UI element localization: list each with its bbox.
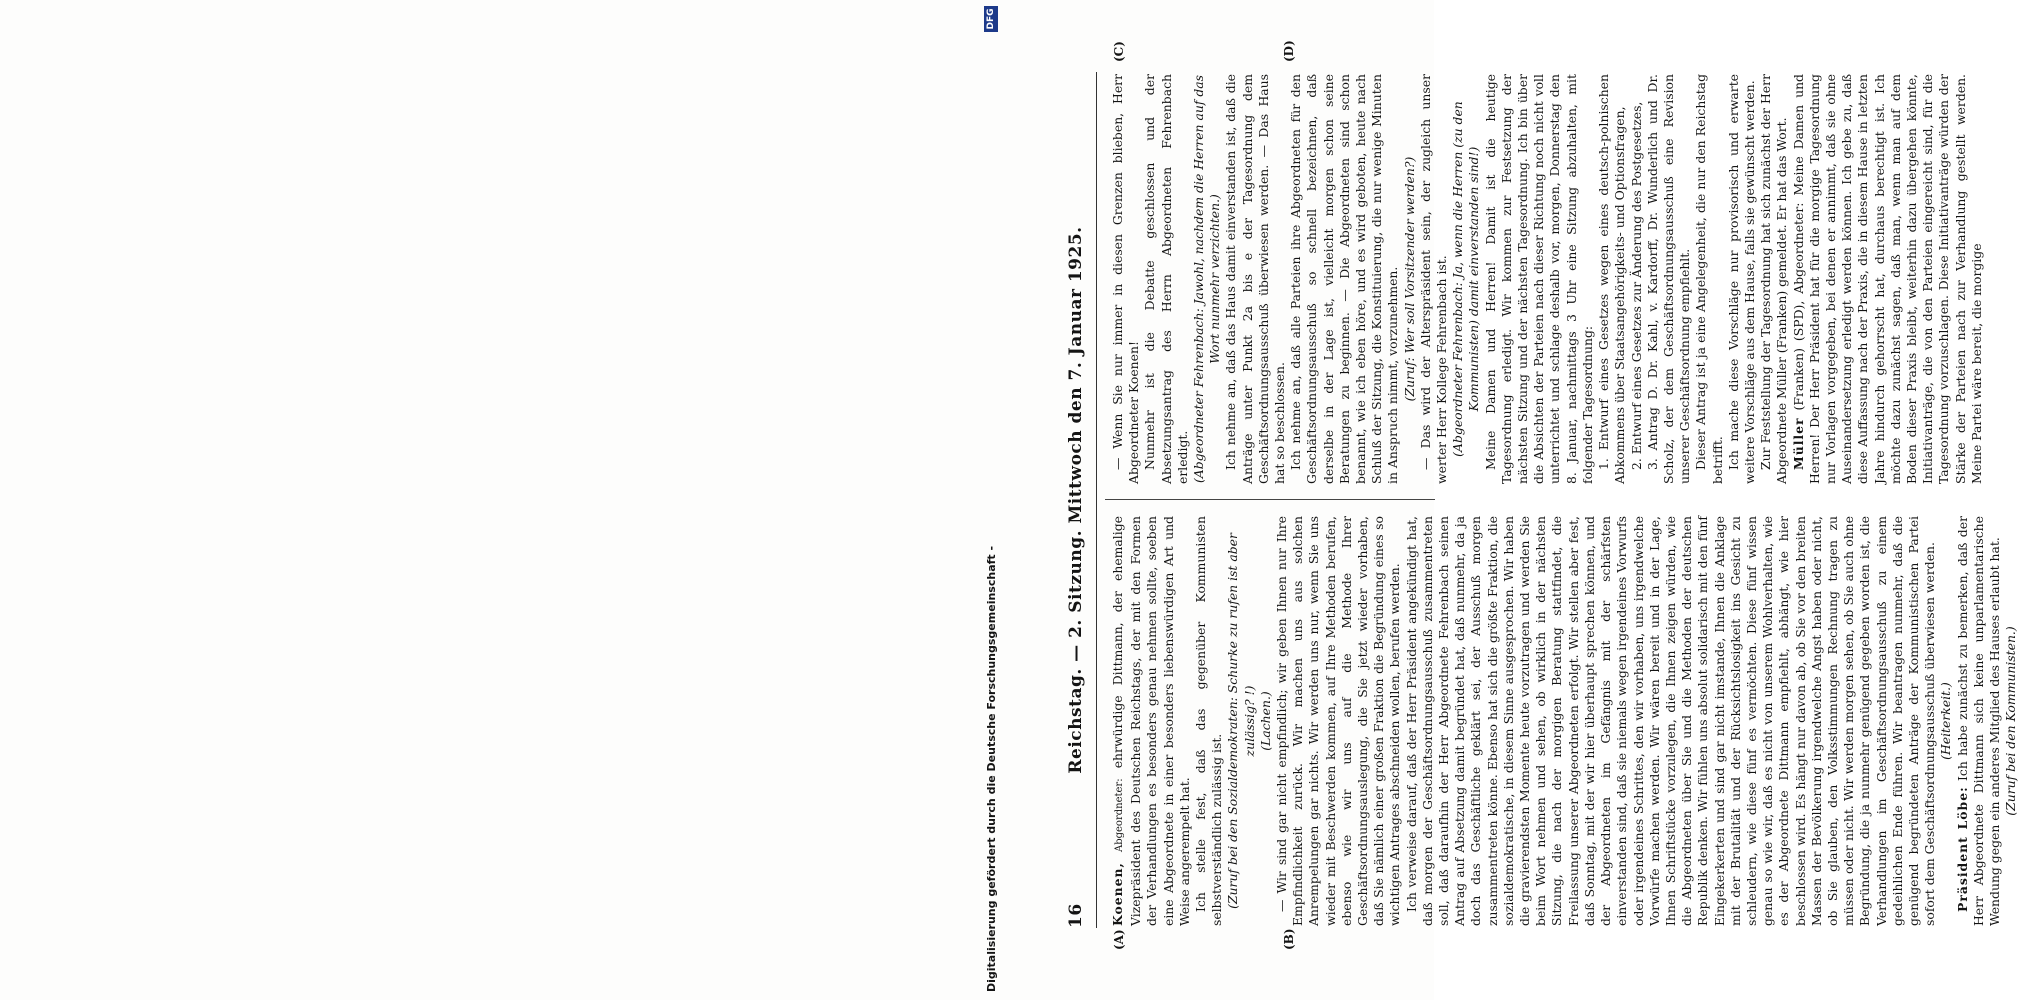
speaker-name: Müller xyxy=(1790,417,1806,470)
left-column xyxy=(1110,516,2019,926)
paragraph: Dieser Antrag ist ja eine Angelegenheit, die nur den Reichstag betrifft. xyxy=(1693,74,1725,484)
paragraph xyxy=(1955,516,2004,926)
paragraph: — Wenn Sie nur immer in diesen Grenzen blieben, Herr Abgeordneter Koenen! xyxy=(1110,74,1142,484)
paragraph: — Wir sind gar nicht empfindlich; wir geben Ihnen nur Ihre Empfindlichkeit zurück. Wir machen uns aus solchen Anrempelungen gar nichts. Wir werden uns nur, wenn Sie uns wieder mit Beschwerden kommen, auf Ihre Methoden berufen, ebenso wie wir uns auf die Methode Ihrer Geschäftsordnungsauslegung, die Sie jetzt wieder vorhaben, daß Sie nämlich einer großen Fraktion die Begründung eines so wichtigen Antrages abschneiden wollen, berufen werden. xyxy=(1274,516,1403,926)
paragraph: Ich nehme an, daß das Haus damit einverstanden ist, daß die Anträge unter Punkt 2a bis e der Tagesordnung dem Geschäftsordnungsausschuß überwiesen werden. — Das Haus hat so beschlossen. xyxy=(1223,74,1288,484)
paragraph: Meine Damen und Herren! Damit ist die heutige Tagesordnung erledigt. Wir kommen zur Festsetzung der nächsten Sitzung und der nächsten Tagesordnung. Ich bin über die Absichten der Parteien nach dieser Richtung noch nicht voll unterrichtet und schlage deshalb vor, morgen, Donnerstag den 8. Januar, nachmittags 3 Uhr eine Sitzung abzuhalten, mit folgender Tagesordnung: xyxy=(1482,74,1595,484)
paragraph-text: (Franken) (SPD), Abgeordneter: Meine Damen und Herren! Der Herr Präsident hat für die morgige Tagesordnung nur Vorlagen vorgegeben, bei denen er annimmt, daß sie ohne Auseinandersetzung erledigt werden können. Ich gebe zu, daß diese Auffassung nach der Praxis, die in diesem Hause in letzten Jahre hindurch gehorrscht hat, durchaus berechtigt ist. Ich möchte dazu zunächst sagen, daß man, wenn man auf dem Boden dieser Praxis bleibt, weiterhin dazu übergehen könnte, Initiativanträge, die von den Parteien eingereicht sind, für die Tagesordnung vorzuschlagen. Diese Initiativanträge würden der Stärke der Parteien nach zur Verhandlung gestellt werden. Meine Partei wäre bereit, die morgige xyxy=(1790,74,1984,484)
stage-direction: (Abgeordneter Fehrenbach: Jawohl, nachdem die Herren auf das Wort nunmehr verzichten.) xyxy=(1191,74,1223,484)
margin-mark-b: (B) xyxy=(1282,928,1296,950)
digitization-credit xyxy=(984,0,1000,1000)
agenda-item: 3. Antrag D. Dr. Kahl, v. Kardorff, Dr. Wunderlich und Dr. Scholz, der dem Geschäftsordnungsausschuß eine Revision unserer Geschäftsordnung empfiehlt. xyxy=(1644,74,1693,484)
paragraph xyxy=(1110,516,1193,926)
paragraph-text: ehrwürdige Dittmann, der ehemalige Vizepräsident des Deutschen Reichstags, der mit den Formen der Verhandlungen es besonders genau nehmen sollte, soeben eine Abgeordnete in einer besonders liebenswürdigen Art und Weise angerempelt hat. xyxy=(1110,516,1192,926)
page-number: 16 xyxy=(1066,903,1086,928)
paragraph: Ich nehme an, daß alle Parteien ihre Abgeordneten für den Geschäftsordnungsausschuß so schnell bezeichnen, daß derselbe in der Lage ist, vielleicht morgen schon seine Beratungen zu beginnen. — Die Abgeordneten sind schon benannt, wie ich eben höre, und es wird geboten, heute nach Schluß der Sitzung, die Konstituierung, die nur wenige Minuten in Anspruch nimmt, vorzunehmen. xyxy=(1288,74,1401,484)
paragraph: — Das wird der Alterspräsident sein, der zugleich unser werter Herr Kollege Fehrenbach ist. xyxy=(1417,74,1450,484)
stage-direction: (Zuruf bei den Kommunisten.) xyxy=(2003,626,2019,816)
stage-direction: (Abgeordneter Fehrenbach: Ja, wenn die Herren (zu den Kommunisten) damit einverstanden sind!) xyxy=(1450,101,1482,457)
agenda-item: 2. Entwurf eines Gesetzes zur Änderung des Postgesetzes, xyxy=(1628,101,1644,470)
speaker-name: Koenen, xyxy=(1110,862,1125,926)
speaker-role: Abgeordneter: xyxy=(1114,778,1125,853)
paragraph-text: Ich habe zunächst zu bemerken, daß der Herr Abgeordnete Dittmann sich keine unparlamentarische Wendung gegen ein anderes Mitglied des Hauses erlaubt hat. xyxy=(1954,516,2002,926)
page-header xyxy=(1066,0,1092,1000)
margin-mark-c: (C) xyxy=(1112,41,1126,62)
paragraph: Ich stelle fest, daß das gegenüber Kommunisten selbstverständlich zulässig ist. xyxy=(1193,516,1225,926)
margin-mark-a: (A) xyxy=(1112,929,1126,950)
margin-mark-d: (D) xyxy=(1282,40,1296,62)
paragraph: Nunmehr ist die Debatte geschlossen und der Absetzungsantrag des Herrn Abgeordneten Fehrenbach erledigt. xyxy=(1142,74,1190,484)
running-title: Reichstag. — 2. Sitzung. Mittwoch den 7. Januar 1925. xyxy=(1066,226,1086,774)
agenda-item: 1. Entwurf eines Gesetzes wegen eines deutsch-polnischen Abkommens über Staatsangehörigkeits- und Optionsfragen, xyxy=(1596,74,1628,484)
right-column xyxy=(1110,74,1985,484)
header-rule xyxy=(1096,72,1097,928)
stage-direction: (Zuruf: Wer soll Vorsitzender werden?) xyxy=(1401,156,1417,402)
credit-text: Digitalisierung gefördert durch die Deutsche Forschungsgemeinschaft - xyxy=(985,545,998,992)
column-divider xyxy=(1105,499,1435,500)
dfg-logo: DFG xyxy=(984,6,998,32)
paragraph: Ich verweise darauf, daß der Herr Präsident angekündigt hat, daß morgen der Geschäftsordnungsausschuß zusammentreten soll, daß daraufhin der Herr Abgeordnete Fehrenbach seinen Antrag auf Absetzung damit begründet hat, daß nunmehr, da ja doch das Geschäftliche geklärt sei, der Ausschuß morgen zusammentreten könne. Ebenso hat sich die größte Fraktion, die sozialdemokratische, in diesem Sinne ausgesprochen. Wir haben die gravierendsten Momente heute vorzutragen und werden Sie beim Wort nehmen und sehen, ob wirklich in der nächsten Sitzung, die nach der morgigen Beratung stattfindet, die Freilassung unserer Abgeordneten erfolgt. Wir stellen aber fest, daß Sonntag, mit der wir hier überhaupt sprechen können, und der Abgeordneten im Gefängnis mit der schärfsten einverstanden sind, daß sie niemals wegen irgendeines Vorwurfs oder irgendeines Schrittes, den wir vorhaben, uns irgendwelche Vorwürfe machen werden. Wir wären bereit und in der Lage, Ihnen Schriftstücke vorzulegen, die Ihnen zeigen würden, wie die Abgeordneten über Sie und die Methoden der deutschen Republik denken. Wir fühlen uns absolut solidarisch mit den fünf Eingekerkerten und sind gar nicht imstande, Ihnen die Anklage mit der Brutalität und der Rücksichtslosigkeit ins Gesicht zu schleudern, wie diese fünf es vermöchten. Diese fünf wissen genau so wie wir, daß es nicht von unserem Wohlverhalten, wie es der Abgeordnete Dittmann empfiehlt, abhängt, wie hier beschlossen wird. Es hängt nur davon ab, ob Sie vor den breiten Massen der Bevölkerung irgendwelche Angst haben oder nicht, ob Sie glauben, den Volksstimmungen Rechnung tragen zu müssen oder nicht. Wir werden morgen sehen, ob Sie auch ohne Begründung, die ja nunmehr genügend gegeben worden ist, die Verhandlungen im Geschäftsordnungsausschuß zu einem gedeihlichen Ende führen. Wir beantragen nunmehr, daß die genügend begründeten Anträge der Kommunistischen Partei sofort dem Geschäftsordnungsausschuß überwiesen werden. xyxy=(1403,516,1938,926)
stage-direction: (Zuruf bei den Sozialdemokraten: Schurke zu rufen ist aber zulässig? !) xyxy=(1225,533,1257,909)
paragraph: Ich mache diese Vorschläge nur provisorisch und erwarte weitere Vorschläge aus dem Hause, falls sie gewünscht werden. xyxy=(1725,74,1757,484)
stage-direction: (Lachen.) xyxy=(1257,691,1273,751)
paragraph xyxy=(1791,74,1985,484)
speaker-name: Präsident Löbe: xyxy=(1954,786,1970,912)
paragraph: Zur Feststellung der Tagesordnung hat sich zunächst der Herr Abgeordnete Müller (Franken) gemeldet. Er hat das Wort. xyxy=(1758,74,1790,484)
stage-direction: (Heiterkeit.) xyxy=(1938,682,1954,760)
